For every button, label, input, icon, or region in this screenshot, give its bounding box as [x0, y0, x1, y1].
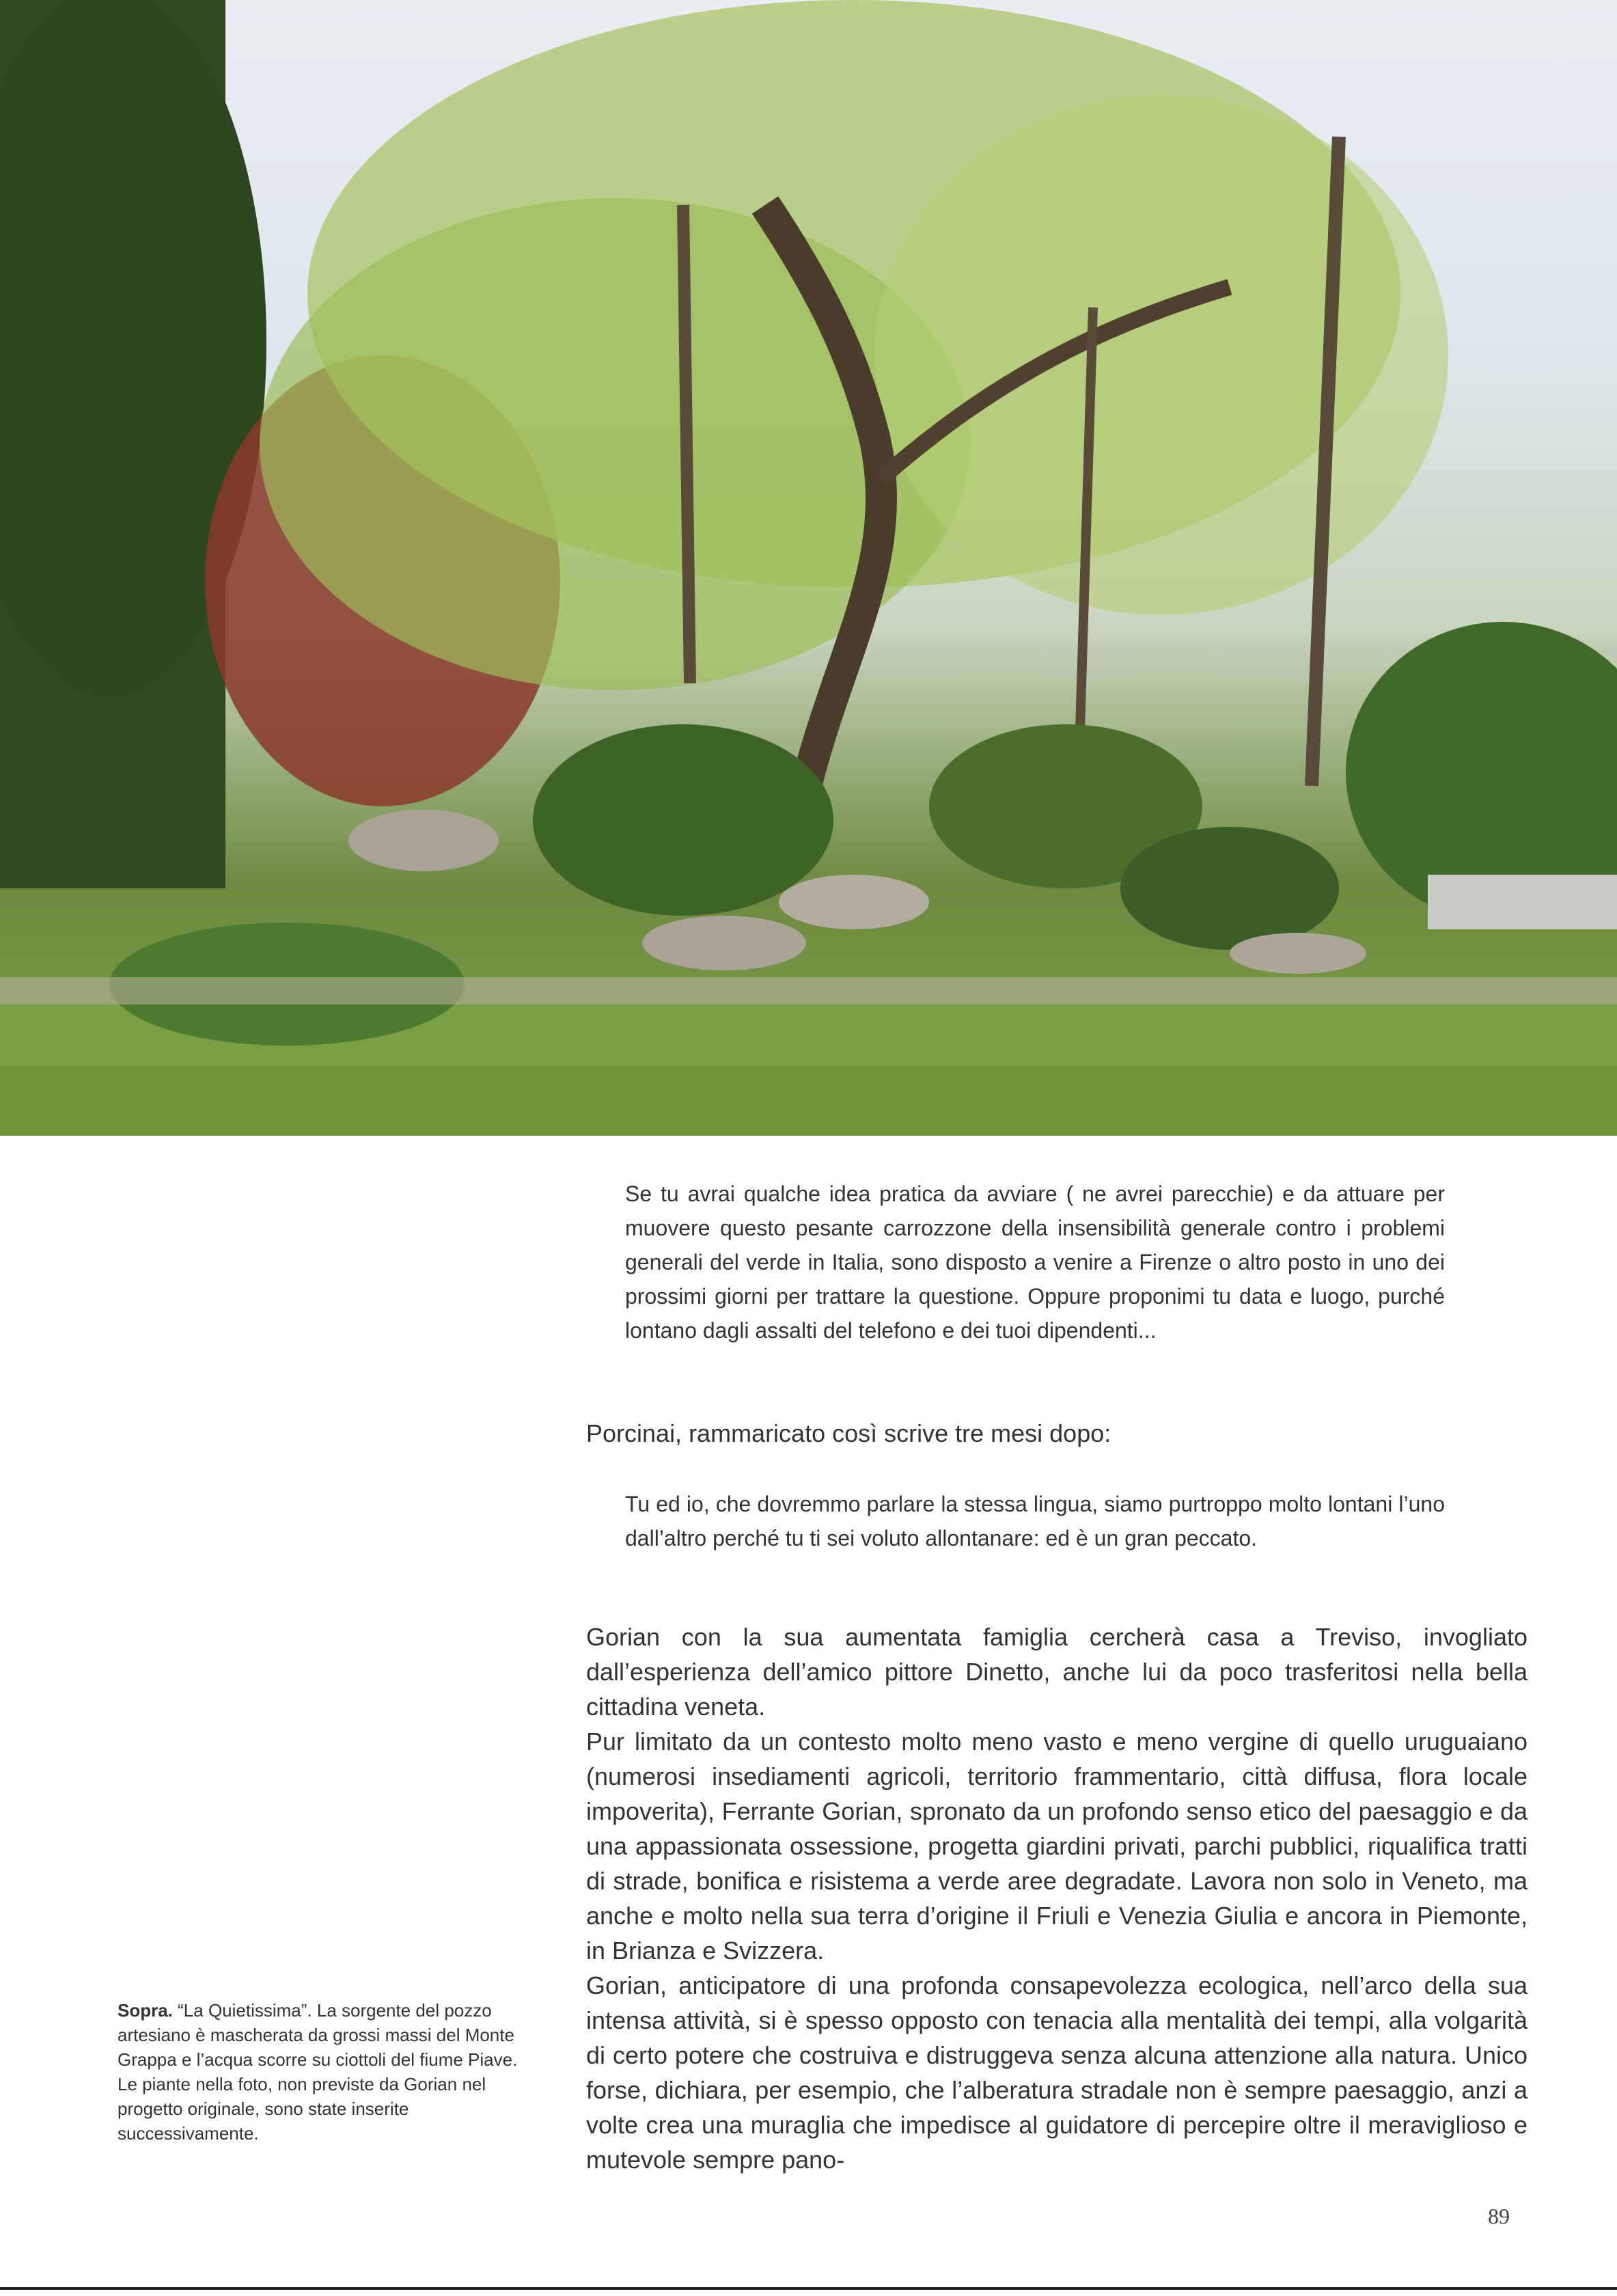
tree-trunk-1: [683, 205, 690, 683]
shrub-3: [1120, 827, 1339, 950]
paragraph-3: Gorian, anticipatore di una profonda consapevolezza ecologica, nell’arco della sua intensa attività, si è spesso opposto con tenacia alla mentalità dei tempi, alla volgarità di certo potere che costruiva e distruggeva senza alcuna attenzione alla natura. Unico forse, dichiara, per esempio, che l’alberatura stradale non è sempre paesaggio, anzi a volte crea una muraglia che impedisce al guidatore di percepire oltre il meraviglioso e mutevole sempre pano-: [586, 1971, 1528, 2174]
caption-lead: Sopra.: [118, 2000, 173, 2021]
page-number: 89: [1488, 2204, 1510, 2228]
rock-2: [779, 875, 929, 929]
quote-text-1: Se tu avrai qualche idea pratica da avviare ( ne avrei parecchie) e da attuare per muovere questo pesante carrozzone della insensibilità generale contro i problemi generali del verde in Italia, sono disposto a venire a Firenze o altro posto in uno dei prossimi giorni per trattare la questione. Oppure proponimi tu data e luogo, purché lontano dagli assalti del telefono e dei tuoi dipendenti...: [625, 1181, 1445, 1343]
garden-photo-illustration: [0, 0, 1617, 1136]
photo-caption: [118, 1998, 538, 2146]
quote-block-1: [625, 1177, 1445, 1348]
quote-block-2: [625, 1487, 1445, 1555]
rock-4: [1230, 933, 1366, 974]
rock-3: [642, 916, 806, 970]
paragraph-2: Pur limitato da un contesto molto meno vasto e meno vergine di quello uruguaiano (numerosi insediamenti agricoli, territorio frammentario, città diffusa, flora locale impoverita), Ferrante Gorian, spronato da un profondo senso etico del paesaggio e da una appassionata ossessione, progetta giardini privati, parchi pubblici, riqualifica tratti di strade, bonifica e risistema a verde aree degradate. Lavora non solo in Veneto, ma anche e molto nella sua terra d’origine il Friuli e Venezia Giulia e ancora in Piemonte, in Brianza e Svizzera.: [586, 1727, 1528, 1965]
quote-text-2: Tu ed io, che dovremmo parlare la stessa lingua, siamo purtroppo molto lontani l’uno dall’altro perché tu ti sei voluto allontanare: ed è un gran peccato.: [625, 1492, 1445, 1550]
stone-basin: [1428, 875, 1617, 929]
lawn-shade: [0, 1066, 1617, 1136]
paragraph-1: Gorian con la sua aumentata famiglia cercherà casa a Treviso, invogliato dall’esperienza dell’amico pittore Dinetto, anche lui da poco trasferitosi nella bella cittadina veneta.: [586, 1623, 1528, 1721]
garden-photo: [0, 0, 1617, 1136]
rock-1: [348, 810, 499, 871]
intro-line: [586, 1416, 1528, 1451]
intro-text: Porcinai, rammaricato così scrive tre mesi dopo:: [586, 1419, 1111, 1447]
bottom-rule: [0, 2287, 1617, 2290]
pebble-border: [0, 977, 1617, 1004]
main-text: [586, 1620, 1528, 2177]
willow-canopy-right: [874, 96, 1448, 615]
caption-text: “La Quietissima”. La sorgente del pozzo artesiano è mascherata da grossi massi del Monte Grappa e l’acqua scorre su ciottoli del fiume Piave. Le piante nella foto, non previste da Gorian nel progetto originale, sono state inserite successivamente.: [118, 2000, 518, 2144]
shrub-1: [533, 724, 833, 916]
